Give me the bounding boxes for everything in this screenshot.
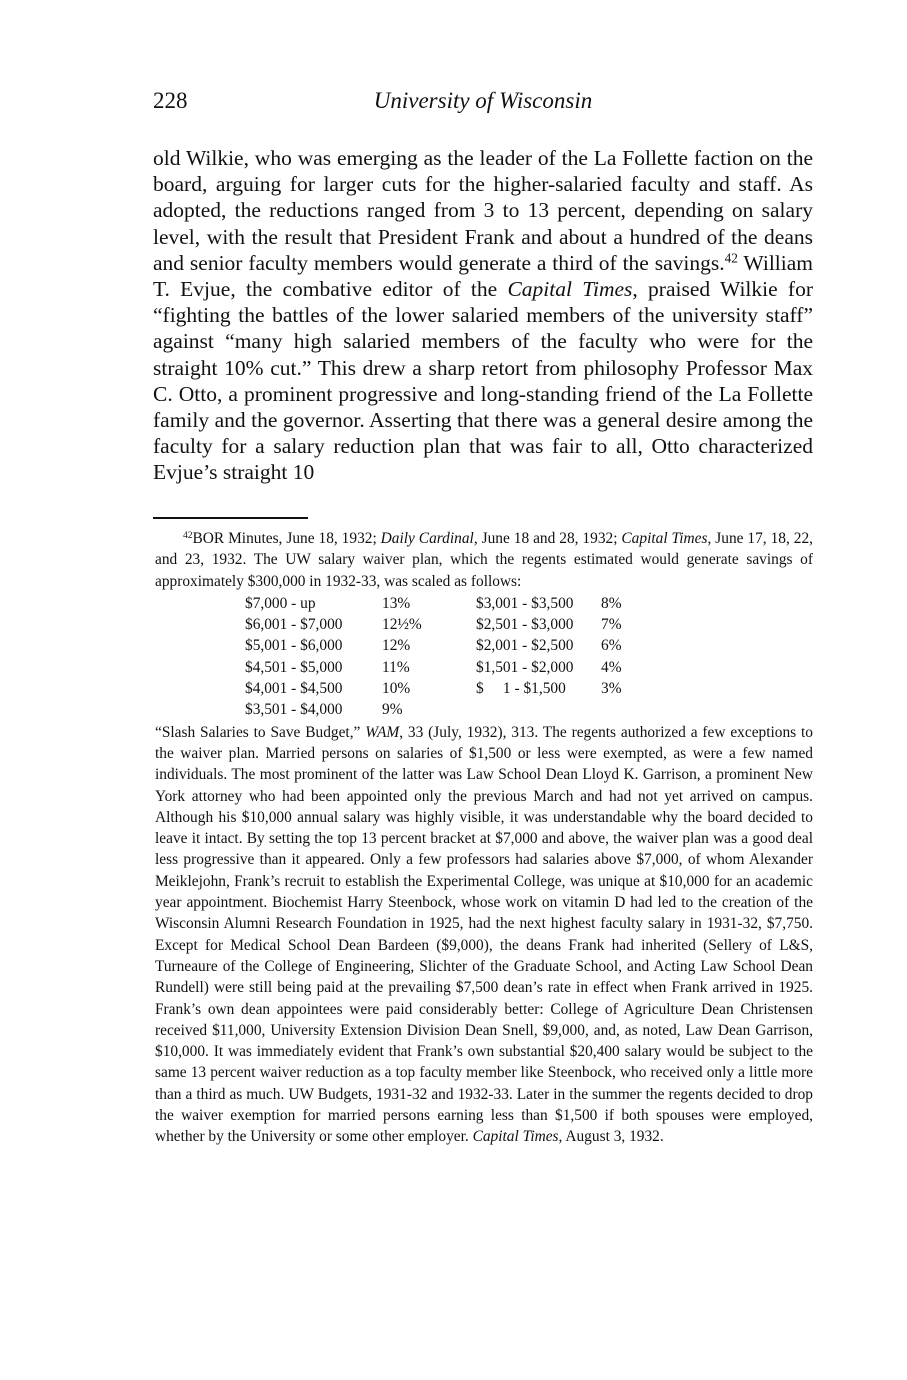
- percent-cell: 9%: [382, 701, 403, 719]
- salary-range-cell: $4,001 - $4,500: [245, 680, 343, 698]
- footnote-intro-text-1: BOR Minutes, June 18, 1932;: [192, 530, 381, 547]
- salary-range-cell: $7,000 - up: [245, 594, 316, 612]
- footnote-intro-italic-2: Capital Times: [621, 530, 708, 547]
- footnote-divider: [153, 517, 308, 519]
- footnote-cont-text-3: , August 3, 1932.: [558, 1128, 664, 1146]
- percent-cell: 3%: [601, 680, 622, 698]
- table-row: [245, 593, 641, 614]
- salary-range-cell: $2,501 - $3,000: [476, 616, 574, 634]
- percent-cell: 11%: [382, 658, 410, 676]
- percent-cell: 12%: [382, 637, 411, 655]
- footnote-continuation: [155, 722, 813, 1148]
- body-text-3: , praised Wilkie for “fighting the battles of the lower salaried members of the university staff” against “many high salaried members of the faculty who were for the straight 10% cut.” This drew a sharp retort from philosophy Professor Max C. Otto, a prominent progressive and long-standing friend of the La Follette family and the governor. Asserting that there was a general desire among the faculty for a salary reduction plan that was fair to all, Otto characterized Evjue’s straight 10: [153, 277, 813, 485]
- footnote-intro-text-3: , June 17, 18, 22, and 23, 1932. The UW salary waiver plan, which the regents estimated would generate savings of approximately $300,000 in 1932-33, was scaled as follows:: [155, 530, 813, 590]
- table-row: [245, 657, 641, 678]
- footnote-number: 42: [183, 529, 193, 541]
- footnote-42: [155, 528, 813, 1148]
- percent-cell: 10%: [382, 680, 411, 698]
- table-row: [245, 699, 641, 720]
- table-row: [245, 678, 641, 699]
- percent-cell: 6%: [601, 637, 622, 655]
- running-title: University of Wisconsin: [373, 88, 593, 113]
- salary-range-cell: $6,001 - $7,000: [245, 616, 343, 634]
- salary-range-cell: $3,501 - $4,000: [245, 701, 343, 719]
- percent-cell: 8%: [601, 594, 622, 612]
- salary-range-cell: $3,001 - $3,500: [476, 594, 574, 612]
- percent-cell: 4%: [601, 658, 622, 676]
- percent-cell: [601, 699, 641, 720]
- table-row: [245, 614, 641, 635]
- footnote-intro-italic-1: Daily Cardinal: [380, 530, 474, 547]
- footnote-reference[interactable]: 42: [724, 250, 738, 266]
- footnote-cont-italic-capital-times: Capital Times: [472, 1128, 559, 1146]
- page-header: [153, 88, 813, 122]
- percent-cell: 12½%: [382, 616, 422, 634]
- percent-cell: 7%: [601, 616, 622, 634]
- salary-range-cell: $1,501 - $2,000: [476, 658, 574, 676]
- footnote-intro-text-2: , June 18 and 28, 1932;: [473, 530, 622, 547]
- salary-range-cell: $5,001 - $6,000: [245, 637, 343, 655]
- table-row: [245, 635, 641, 656]
- footnote-cont-text-2: , 33 (July, 1932), 313. The regents authorized a few exceptions to the waiver plan. Married persons on salaries of $1,500 or less were exempted, as were a few named individuals. The most prominent of the latter was Law School Dean Lloyd K. Garrison, a prominent New York attorney who had been appointed only the previous March and had not yet arrived on campus. Although his $10,000 annual salary was highly visible, it was understandable why the board decided to leave it intact. By setting the top 13 percent bracket at $7,000 and above, the waiver plan was a good deal less progressive than it appeared. Only a few professors had salaries above $7,000, of whom Alexander Meiklejohn, Frank’s recruit to establish the Experimental College, was unique at $10,000 for an academic year appointment. Biochemist Harry Steenbock, whose work on vitamin D had led to the creation of the Wisconsin Alumni Research Foundation in 1925, had the next highest faculty salary in 1931-32, $7,750. Except for Medical School Dean Bardeen ($9,000), the deans Frank had inherited (Sellery of L&S, Turneaure of the College of Engineering, Slichter of the Graduate School, and Acting Law School Dean Rundell) were still being paid at the prevailing $7,500 dean’s rate in effect when Frank arrived in 1925. Frank’s own dean appointees were paid considerably better: College of Agriculture Dean Christensen received $11,000, University Extension Division Dean Snell, $9,000, and, as noted, Law Dean Garrison, $10,000. It was immediately evident that Frank’s own substantial $20,400 salary would be subject to the same 13 percent waiver reduction as a top faculty member like Steenbock, who received only a little more than a third as much. UW Budgets, 1931-32 and 1932-33. Later in the summer the regents decided to drop the waiver exemption for married persons earning less than $1,500 if both spouses were employed, whether by the University or some other employer.: [155, 723, 813, 1146]
- salary-range-cell: $4,501 - $5,000: [245, 658, 343, 676]
- body-text-1: old Wilkie, who was emerging as the leader of the La Follette faction on the board, arguing for larger cuts for the higher-salaried faculty and staff. As adopted, the reductions ranged from 3 to 13 percent, depending on salary level, with the result that President Frank and about a hundred of the deans and senior faculty members would generate a third of the savings.: [153, 146, 813, 275]
- percent-cell: 13%: [382, 594, 411, 612]
- salary-range-cell: [476, 699, 601, 720]
- page-number: 228: [153, 88, 188, 113]
- footnote-cont-italic-wam: WAM: [365, 723, 400, 741]
- body-italic-capital-times: Capital Times: [507, 277, 633, 302]
- salary-range-cell: $2,001 - $2,500: [476, 637, 574, 655]
- body-text-2: William T. Evjue, the combative editor of the: [153, 250, 813, 302]
- salary-range-cell: $ 1 - $1,500: [476, 680, 566, 698]
- body-paragraph: [153, 145, 813, 486]
- footnote-intro: [155, 528, 813, 592]
- waiver-scale-table: [245, 593, 641, 721]
- footnote-cont-text-1: “Slash Salaries to Save Budget,”: [155, 723, 366, 741]
